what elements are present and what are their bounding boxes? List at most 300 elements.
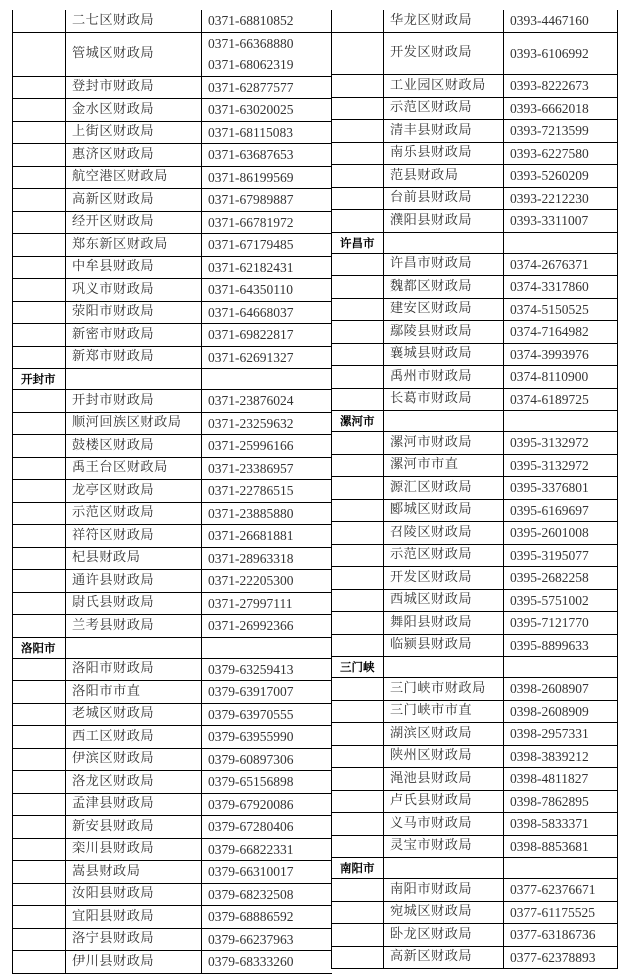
phone-cell xyxy=(504,321,618,344)
phone-cell xyxy=(202,951,332,974)
phone-number: 0379-63259413 xyxy=(208,661,294,677)
phone-number: 0374-8110900 xyxy=(510,369,589,384)
phone-number: 0393-3311007 xyxy=(510,213,589,228)
city-cell xyxy=(332,634,384,657)
city-cell xyxy=(332,10,384,32)
office-name-cell: 濮阳县财政局 xyxy=(384,210,504,233)
phone-number: 0371-64350110 xyxy=(208,282,293,297)
phone-cell xyxy=(202,658,332,681)
city-cell xyxy=(13,435,66,458)
office-name-cell: 洛龙区财政局 xyxy=(66,771,202,794)
phone-number: 0371-23386957 xyxy=(208,460,294,476)
city-cell xyxy=(13,681,66,704)
phone-cell xyxy=(202,189,332,212)
office-name-cell: 清丰县财政局 xyxy=(384,120,504,143)
phone-number: 0371-63687653 xyxy=(208,147,294,162)
phone-number: 0398-3839212 xyxy=(510,748,589,764)
office-name-cell: 鼓楼区财政局 xyxy=(66,435,202,458)
office-name-cell: 经开区财政局 xyxy=(66,211,202,234)
table-row xyxy=(13,547,332,570)
city-cell xyxy=(332,790,384,813)
phone-cell xyxy=(504,10,618,32)
phone-cell xyxy=(504,477,618,500)
city-cell xyxy=(332,253,384,276)
table-row xyxy=(332,10,618,32)
phone-number: 0398-2608909 xyxy=(510,703,589,719)
phone-cell xyxy=(504,544,618,567)
city-cell xyxy=(332,567,384,590)
office-name-cell: 召陵区财政局 xyxy=(384,522,504,545)
city-cell xyxy=(332,700,384,723)
office-name-cell xyxy=(384,411,504,432)
city-cell xyxy=(332,432,384,455)
phone-cell xyxy=(202,144,332,167)
office-name-cell: 高新区财政局 xyxy=(66,189,202,212)
phone-number: 0371-62877577 xyxy=(208,79,294,95)
phone-number: 0379-66237963 xyxy=(208,931,294,947)
right-table-body xyxy=(332,10,618,969)
office-name-cell: 航空港区财政局 xyxy=(66,166,202,189)
city-cell xyxy=(13,906,66,929)
table-row xyxy=(332,298,618,321)
city-cell xyxy=(332,879,384,902)
city-cell xyxy=(13,76,66,99)
phone-number: 0371-67179485 xyxy=(208,237,294,252)
phone-number: 0398-4811827 xyxy=(510,771,589,786)
table-row xyxy=(13,166,332,189)
phone-cell xyxy=(202,256,332,279)
office-name-cell: 伊滨区财政局 xyxy=(66,748,202,771)
table-row xyxy=(13,256,332,279)
office-name-cell: 示范区财政局 xyxy=(66,502,202,525)
phone-cell xyxy=(202,10,332,32)
table-row xyxy=(13,99,332,122)
city-cell xyxy=(332,97,384,120)
phone-number: 0395-3195077 xyxy=(510,547,589,563)
table-row xyxy=(13,234,332,257)
city-cell xyxy=(13,346,66,369)
phone-number: 0374-6189725 xyxy=(510,391,589,407)
table-row xyxy=(332,946,618,969)
phone-number: 0374-3317860 xyxy=(510,279,589,294)
phone-cell xyxy=(504,612,618,635)
table-row xyxy=(13,189,332,212)
city-cell xyxy=(13,480,66,503)
table-row xyxy=(332,544,618,567)
table-row xyxy=(13,435,332,458)
phone-cell xyxy=(504,366,618,389)
city-cell xyxy=(332,343,384,366)
city-cell xyxy=(332,768,384,791)
phone-number: 0379-60897306 xyxy=(208,751,294,767)
office-name-cell: 示范区财政局 xyxy=(384,544,504,567)
phone-number: 0371-22205300 xyxy=(208,573,294,588)
city-cell xyxy=(13,32,66,76)
phone-cell xyxy=(504,142,618,165)
city-cell xyxy=(13,726,66,749)
phone-number: 0374-7164982 xyxy=(510,324,589,339)
office-name-cell: 南阳市财政局 xyxy=(384,879,504,902)
phone-cell xyxy=(504,790,618,813)
office-name-cell: 郑东新区财政局 xyxy=(66,234,202,257)
office-name-cell xyxy=(66,369,202,390)
phone-cell xyxy=(202,502,332,525)
office-name-cell: 新密市财政局 xyxy=(66,324,202,347)
phone-number: 0371-23885880 xyxy=(208,505,294,521)
city-cell xyxy=(332,723,384,746)
office-name-cell: 洛阳市财政局 xyxy=(66,658,202,681)
office-name-cell: 工业园区财政局 xyxy=(384,75,504,98)
city-cell xyxy=(332,612,384,635)
table-row xyxy=(13,390,332,413)
office-name-cell: 老城区财政局 xyxy=(66,703,202,726)
phone-cell xyxy=(202,703,332,726)
table-row xyxy=(332,75,618,98)
table-row xyxy=(332,97,618,120)
office-name-cell: 杞县财政局 xyxy=(66,547,202,570)
phone-number: 0379-66822331 xyxy=(208,841,294,857)
office-name-cell: 兰考县财政局 xyxy=(66,615,202,638)
phone-cell xyxy=(202,279,332,302)
phone-number: 0371-68062319 xyxy=(208,57,294,72)
city-cell: 许昌市 xyxy=(332,232,384,253)
city-cell xyxy=(332,366,384,389)
city-cell xyxy=(13,324,66,347)
office-name-cell: 中牟县财政局 xyxy=(66,256,202,279)
city-cell xyxy=(332,321,384,344)
phone-cell xyxy=(202,816,332,839)
phone-cell xyxy=(504,388,618,411)
table-row xyxy=(13,211,332,234)
city-cell xyxy=(332,454,384,477)
table-row xyxy=(13,502,332,525)
phone-cell xyxy=(504,165,618,188)
phone-cell xyxy=(504,901,618,924)
phone-cell xyxy=(504,210,618,233)
office-name-cell: 开封市财政局 xyxy=(66,390,202,413)
office-name-cell: 襄城县财政局 xyxy=(384,343,504,366)
city-header-row xyxy=(332,232,618,253)
table-row xyxy=(332,567,618,590)
office-name-cell: 西城区财政局 xyxy=(384,589,504,612)
office-name-cell: 长葛市财政局 xyxy=(384,388,504,411)
table-row xyxy=(13,748,332,771)
office-name-cell: 卢氏县财政局 xyxy=(384,790,504,813)
city-cell xyxy=(13,658,66,681)
table-row xyxy=(332,835,618,858)
office-name-cell: 通许县财政局 xyxy=(66,570,202,593)
office-name-cell: 禹王台区财政局 xyxy=(66,457,202,480)
table-row xyxy=(332,700,618,723)
table-row xyxy=(13,703,332,726)
table-row xyxy=(332,723,618,746)
table-row xyxy=(13,838,332,861)
city-cell xyxy=(332,187,384,210)
phone-number: 0393-4467160 xyxy=(510,13,589,28)
table-row xyxy=(332,924,618,947)
table-row xyxy=(13,615,332,638)
phone-number: 0371-23259632 xyxy=(208,415,294,431)
city-cell xyxy=(13,861,66,884)
phone-cell xyxy=(504,700,618,723)
table-row xyxy=(13,883,332,906)
city-cell xyxy=(332,924,384,947)
office-name-cell: 舞阳县财政局 xyxy=(384,612,504,635)
city-cell xyxy=(332,75,384,98)
city-cell xyxy=(13,525,66,548)
office-name-cell xyxy=(384,657,504,678)
table-row xyxy=(332,253,618,276)
office-name-cell: 二七区财政局 xyxy=(66,10,202,32)
phone-number: 0371-68115083 xyxy=(208,124,293,140)
phone-number: 0398-2608907 xyxy=(510,681,589,696)
city-cell xyxy=(332,946,384,969)
city-cell xyxy=(13,928,66,951)
phone-number: 0393-2212230 xyxy=(510,190,589,206)
phone-number: 0371-63020025 xyxy=(208,102,294,117)
office-name-cell: 鄢陵县财政局 xyxy=(384,321,504,344)
phone-cell xyxy=(202,793,332,816)
phone-cell xyxy=(202,570,332,593)
city-cell xyxy=(13,390,66,413)
phone-cell xyxy=(504,723,618,746)
phone-cell xyxy=(504,813,618,836)
office-name-cell: 三门峡市市直 xyxy=(384,700,504,723)
phone-number: 0393-6106992 xyxy=(510,45,589,61)
table-row xyxy=(13,861,332,884)
office-name-cell xyxy=(384,232,504,253)
office-name-cell: 洛宁县财政局 xyxy=(66,928,202,951)
table-row xyxy=(332,678,618,701)
phone-cell xyxy=(504,432,618,455)
city-cell: 漯河市 xyxy=(332,411,384,432)
phone-cell xyxy=(504,522,618,545)
table-row xyxy=(13,76,332,99)
office-name-cell: 惠济区财政局 xyxy=(66,144,202,167)
city-cell xyxy=(332,276,384,299)
phone-number: 0395-2682258 xyxy=(510,570,589,585)
office-name-cell: 开发区财政局 xyxy=(384,567,504,590)
city-cell xyxy=(332,165,384,188)
phone-cell xyxy=(202,99,332,122)
phone-cell xyxy=(202,592,332,615)
city-cell xyxy=(332,589,384,612)
office-name-cell: 灵宝市财政局 xyxy=(384,835,504,858)
phone-number: 0395-8899633 xyxy=(510,637,589,653)
table-row xyxy=(332,790,618,813)
city-cell xyxy=(13,615,66,638)
phone-cell xyxy=(202,615,332,638)
table-row xyxy=(332,321,618,344)
phone-number: 0371-69822817 xyxy=(208,327,294,342)
city-cell xyxy=(13,838,66,861)
phone-number: 0371-66368880 xyxy=(208,35,294,51)
phone-cell xyxy=(504,589,618,612)
office-name-cell: 台前县财政局 xyxy=(384,187,504,210)
table-row xyxy=(13,525,332,548)
office-name-cell: 孟津县财政局 xyxy=(66,793,202,816)
table-row xyxy=(13,10,332,32)
phone-number: 0371-62691327 xyxy=(208,349,294,365)
city-header-row xyxy=(332,858,618,879)
office-name-cell: 新郑市财政局 xyxy=(66,346,202,369)
city-cell xyxy=(13,703,66,726)
city-cell xyxy=(13,121,66,144)
office-name-cell: 渑池县财政局 xyxy=(384,768,504,791)
phone-number: 0377-62376671 xyxy=(510,882,596,897)
phone-cell xyxy=(504,946,618,969)
phone-cell xyxy=(202,346,332,369)
phone-number: 0379-67920086 xyxy=(208,796,294,812)
table-row xyxy=(13,658,332,681)
phone-number: 0395-3132972 xyxy=(510,435,589,450)
city-cell xyxy=(13,166,66,189)
table-row xyxy=(332,343,618,366)
city-cell: 开封市 xyxy=(13,369,66,390)
table-row xyxy=(13,570,332,593)
office-name-cell: 建安区财政局 xyxy=(384,298,504,321)
phone-cell xyxy=(504,657,618,678)
phone-number: 0379-63955990 xyxy=(208,729,294,744)
phone-number: 0379-63917007 xyxy=(208,684,294,699)
city-cell xyxy=(13,771,66,794)
city-header-row xyxy=(13,369,332,390)
table-row xyxy=(13,816,332,839)
office-name-cell: 管城区财政局 xyxy=(66,32,202,76)
city-cell xyxy=(13,189,66,212)
city-cell xyxy=(13,412,66,435)
city-cell xyxy=(13,951,66,974)
phone-cell xyxy=(202,301,332,324)
office-name-cell: 汝阳县财政局 xyxy=(66,883,202,906)
city-cell xyxy=(13,547,66,570)
phone-number: 0395-2601008 xyxy=(510,525,589,540)
office-name-cell: 栾川县财政局 xyxy=(66,838,202,861)
city-cell xyxy=(332,745,384,768)
phone-number: 0393-5260209 xyxy=(510,168,589,183)
city-cell xyxy=(13,748,66,771)
city-cell xyxy=(13,592,66,615)
city-cell xyxy=(13,502,66,525)
city-cell xyxy=(332,901,384,924)
table-row xyxy=(13,144,332,167)
office-name-cell: 华龙区财政局 xyxy=(384,10,504,32)
left-contact-table xyxy=(12,10,332,974)
phone-cell xyxy=(202,681,332,704)
phone-cell xyxy=(202,211,332,234)
table-row xyxy=(332,120,618,143)
office-name-cell: 登封市财政局 xyxy=(66,76,202,99)
phone-number: 0398-8853681 xyxy=(510,838,589,854)
city-cell xyxy=(13,279,66,302)
office-name-cell: 龙亭区财政局 xyxy=(66,480,202,503)
city-cell xyxy=(332,142,384,165)
office-name-cell: 新安县财政局 xyxy=(66,816,202,839)
table-row xyxy=(332,522,618,545)
city-cell xyxy=(13,301,66,324)
table-row xyxy=(13,928,332,951)
phone-number: 0379-63970555 xyxy=(208,706,294,722)
phone-cell xyxy=(202,390,332,413)
table-row xyxy=(332,388,618,411)
office-name-cell: 陕州区财政局 xyxy=(384,745,504,768)
table-row xyxy=(332,165,618,188)
phone-cell xyxy=(202,234,332,257)
phone-number: 0395-5751002 xyxy=(510,592,589,608)
office-name-cell: 嵩县财政局 xyxy=(66,861,202,884)
phone-cell xyxy=(504,187,618,210)
table-row xyxy=(13,726,332,749)
phone-cell xyxy=(202,748,332,771)
phone-cell xyxy=(504,120,618,143)
table-row xyxy=(13,480,332,503)
phone-cell xyxy=(202,838,332,861)
table-row xyxy=(332,142,618,165)
office-name-cell: 西工区财政局 xyxy=(66,726,202,749)
phone-cell xyxy=(202,166,332,189)
phone-cell xyxy=(202,726,332,749)
phone-number: 0379-66310017 xyxy=(208,864,294,879)
phone-cell xyxy=(504,924,618,947)
city-cell xyxy=(332,678,384,701)
phone-cell xyxy=(202,32,332,76)
phone-cell xyxy=(504,879,618,902)
table-row xyxy=(332,879,618,902)
office-name-cell: 魏都区财政局 xyxy=(384,276,504,299)
phone-number: 0374-5150525 xyxy=(510,301,589,317)
table-row xyxy=(13,681,332,704)
table-row xyxy=(332,187,618,210)
phone-number: 0371-23876024 xyxy=(208,393,294,408)
phone-cell xyxy=(504,768,618,791)
office-name-cell: 义马市财政局 xyxy=(384,813,504,836)
table-row xyxy=(332,477,618,500)
office-name-cell: 伊川县财政局 xyxy=(66,951,202,974)
table-row xyxy=(13,592,332,615)
office-name-cell: 示范区财政局 xyxy=(384,97,504,120)
phone-cell xyxy=(504,298,618,321)
table-row xyxy=(332,813,618,836)
phone-cell xyxy=(504,276,618,299)
city-cell xyxy=(13,144,66,167)
city-header-row xyxy=(332,657,618,678)
phone-number: 0371-26681881 xyxy=(208,528,294,543)
office-name-cell: 漯河市市直 xyxy=(384,454,504,477)
phone-number: 0371-27997111 xyxy=(208,595,293,611)
phone-cell xyxy=(202,883,332,906)
city-cell: 洛阳市 xyxy=(13,637,66,658)
phone-number: 0395-6169697 xyxy=(510,502,589,518)
phone-number: 0371-25996166 xyxy=(208,438,294,453)
phone-number: 0371-68810852 xyxy=(208,13,294,28)
phone-number: 0377-63186736 xyxy=(510,927,596,942)
city-cell xyxy=(13,816,66,839)
table-row xyxy=(13,32,332,76)
phone-number: 0377-62378893 xyxy=(510,949,596,965)
right-contact-table xyxy=(331,10,618,969)
phone-number: 0398-5833371 xyxy=(510,816,589,831)
office-name-cell: 祥符区财政局 xyxy=(66,525,202,548)
office-name-cell: 荥阳市财政局 xyxy=(66,301,202,324)
table-row xyxy=(13,121,332,144)
city-cell xyxy=(13,883,66,906)
table-row xyxy=(332,499,618,522)
city-cell xyxy=(332,32,384,75)
phone-number: 0371-28963318 xyxy=(208,550,294,566)
phone-number: 0371-22786515 xyxy=(208,483,294,498)
phone-cell xyxy=(504,499,618,522)
table-row xyxy=(332,901,618,924)
